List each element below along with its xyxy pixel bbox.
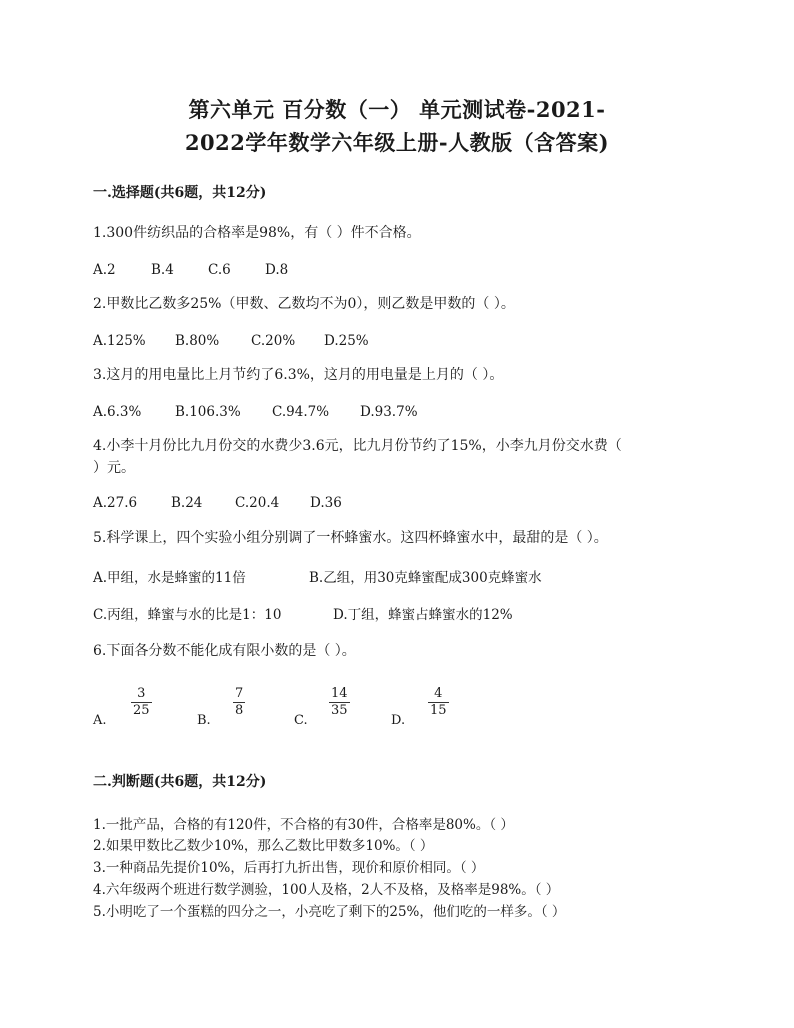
option-a[interactable]: A.6.3% [93,404,142,420]
option-b-label[interactable]: B. [197,713,211,728]
option-a[interactable]: A.27.6 [93,495,138,511]
numerator: 3 [131,686,152,703]
section-heading-choice: 一.选择题(共6题，共12分) [93,185,267,201]
option-c[interactable]: C.94.7% [272,404,330,420]
denominator: 35 [331,703,348,718]
denominator: 15 [430,703,447,718]
question-1-options [93,262,288,278]
option-a-fraction[interactable] [131,686,152,719]
question-5-options-row1 [93,566,542,586]
option-d[interactable]: D.丁组，蜂蜜占蜂蜜水的12% [333,607,513,623]
option-d[interactable]: D.8 [265,262,289,278]
option-c-label[interactable]: C. [294,713,308,728]
option-b-fraction[interactable] [233,686,245,719]
option-b[interactable]: B.24 [171,495,203,511]
option-a-label[interactable]: A. [93,713,107,728]
option-c[interactable]: C.20% [251,333,296,349]
option-b[interactable]: B.80% [175,333,220,349]
judgment-item-2: 2.如果甲数比乙数少10%，那么乙数比甲数多10%。（ ） [93,838,434,854]
question-6: 6.下面各分数不能化成有限小数的是（ ）。 [93,643,356,659]
option-d[interactable]: D.36 [310,495,342,511]
denominator: 25 [133,703,150,718]
numerator: 14 [331,686,348,701]
question-4-options [93,495,342,511]
question-5: 5.科学课上，四个实验小组分别调了一杯蜂蜜水。这四杯蜂蜜水中，最甜的是（ ）。 [93,530,608,546]
question-5-options-row2 [93,603,513,623]
option-d-fraction[interactable] [428,686,449,719]
option-c[interactable]: C.丙组，蜂蜜与水的比是1：10 [93,607,282,623]
option-a[interactable]: A.甲组，水是蜂蜜的11倍 [93,570,246,586]
page-title-line2: 2022学年数学六年级上册-人教版（含答案) [184,130,610,155]
option-b[interactable]: B.106.3% [175,404,241,420]
question-2-options [93,333,369,349]
option-d[interactable]: D.93.7% [360,404,418,420]
option-c[interactable]: C.20.4 [235,495,280,511]
question-3: 3.这月的用电量比上月节约了6.3%，这月的用电量是上月的（ ）。 [93,367,504,383]
option-c-fraction[interactable] [329,686,350,719]
judgment-item-3: 3.一种商品先提价10%，后再打九折出售，现价和原价相同。（ ） [93,860,485,876]
option-b[interactable]: B.4 [151,262,174,278]
option-b[interactable]: B.乙组，用30克蜂蜜配成300克蜂蜜水 [309,570,542,586]
question-3-options [93,404,418,420]
numerator: 4 [428,686,449,703]
option-d[interactable]: D.25% [324,333,369,349]
page-title-line1: 第六单元 百分数（一） 单元测试卷-2021- [188,97,606,122]
question-4-line2: ）元。 [93,460,135,476]
judgment-item-5: 5.小明吃了一个蛋糕的四分之一，小亮吃了剩下的25%，他们吃的一样多。（ ） [93,904,566,920]
option-a[interactable]: A.125% [93,333,146,349]
section-heading-true-false: 二.判断题(共6题，共12分) [93,774,267,790]
judgment-item-4: 4.六年级两个班进行数学测验，100人及格，2人不及格，及格率是98%。（ ） [93,882,560,898]
denominator: 8 [235,703,244,718]
question-2: 2.甲数比乙数多25%（甲数、乙数均不为0），则乙数是甲数的（ ）。 [93,296,515,312]
judgment-item-1: 1.一批产品，合格的有120件，不合格的有30件，合格率是80%。（ ） [93,817,514,833]
question-1: 1.300件纺织品的合格率是98%，有（ ）件不合格。 [93,225,421,241]
question-4-line1: 4.小李十月份比九月份交的水费少3.6元，比九月份节约了15%，小李九月份交水费（ [93,438,622,454]
numerator: 7 [235,686,244,701]
option-a[interactable]: A.2 [93,262,116,278]
option-c[interactable]: C.6 [208,262,231,278]
option-d-label[interactable]: D. [391,713,406,728]
